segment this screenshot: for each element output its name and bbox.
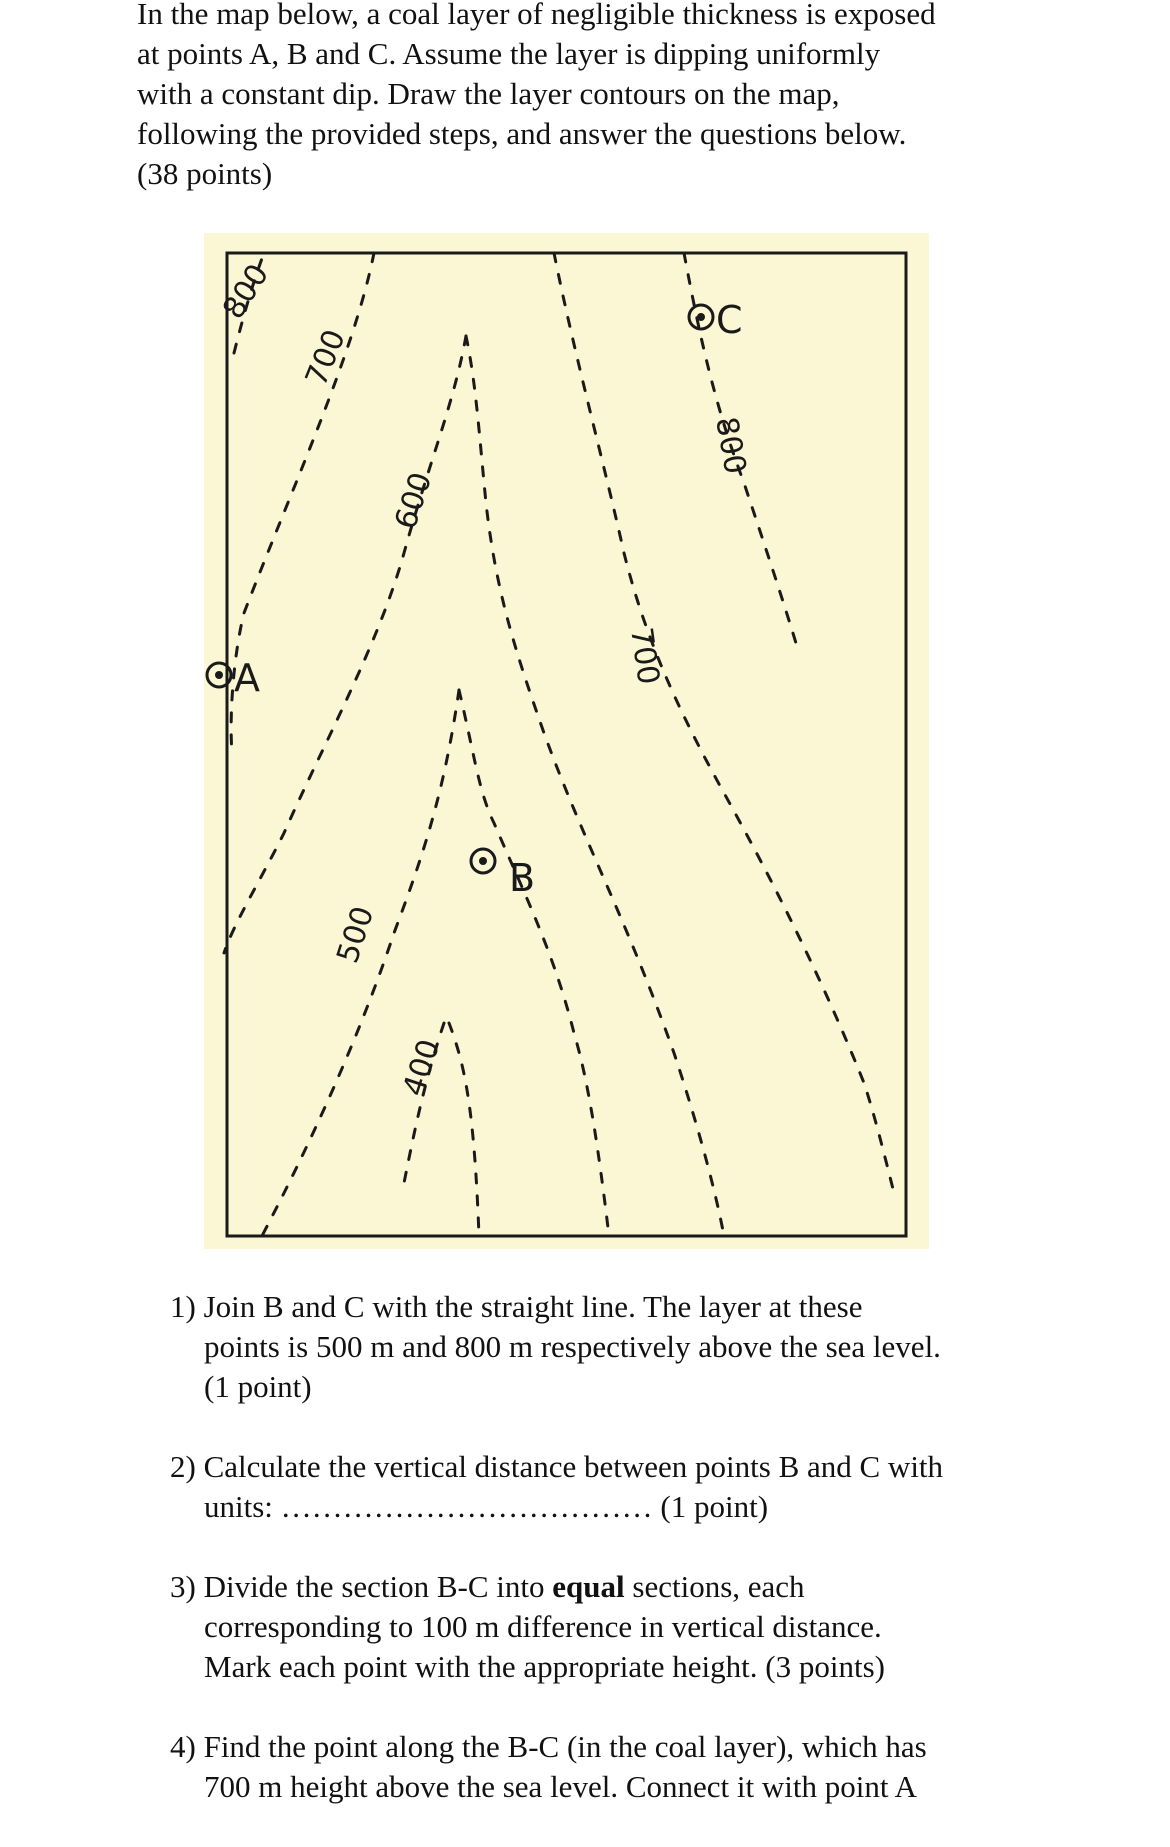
question-4-line-1: 4) Find the point along the B-C (in the coal layer), which has <box>170 1729 927 1764</box>
label-700-right: 700 <box>623 625 666 687</box>
questions-list <box>170 1287 1070 1847</box>
label-800-top-left: 800 <box>216 258 277 326</box>
question-3-line-1 <box>170 1567 1070 1607</box>
contour-600-right-branch <box>466 336 724 1236</box>
label-700-left: 700 <box>298 324 353 391</box>
label-500: 500 <box>330 902 382 968</box>
intro-line-2: at points A, B and C. Assume the layer is dipping uniformly <box>137 36 881 71</box>
point-b-label: B <box>509 856 536 900</box>
question-2-answer-line: units: ……………………………… (1 point) <box>204 1489 769 1524</box>
question-1 <box>170 1287 1070 1407</box>
intro-line-4: following the provided steps, and answer the questions below. <box>137 116 907 151</box>
intro-paragraph <box>137 0 1077 194</box>
question-2-line-1: 2) Calculate the vertical distance between points B and C with <box>170 1449 944 1484</box>
label-800-right: 800 <box>708 414 753 477</box>
contour-700-right <box>554 253 894 1193</box>
question-3 <box>170 1567 1070 1687</box>
question-1-points: (1 point) <box>204 1369 312 1404</box>
question-3-line-3: Mark each point with the appropriate height. (3 points) <box>204 1649 885 1684</box>
intro-line-3: with a constant dip. Draw the layer contours on the map, <box>137 76 840 111</box>
point-c-label: C <box>716 298 743 342</box>
contour-600-left-branch <box>224 336 466 953</box>
point-a-label: A <box>234 656 260 700</box>
question-3-emphasis: equal <box>552 1569 625 1604</box>
contour-500-right-branch <box>459 690 609 1236</box>
question-4 <box>170 1727 1070 1807</box>
question-1-line-1: 1) Join B and C with the straight line. The layer at these <box>170 1289 863 1324</box>
label-400: 400 <box>396 1035 448 1101</box>
question-3-line-1-start: 3) Divide the section B-C into <box>170 1569 553 1604</box>
question-3-line-2: corresponding to 100 m difference in vertical distance. <box>204 1609 882 1644</box>
point-b-marker <box>471 849 495 873</box>
label-600: 600 <box>388 468 440 534</box>
point-c-marker <box>689 305 713 329</box>
geologic-map <box>204 233 929 1249</box>
question-3-line-1-end: sections, each <box>624 1569 805 1604</box>
intro-line-1: In the map below, a coal layer of negligible thickness is exposed <box>137 0 936 31</box>
question-4-line-2: 700 m height above the sea level. Connect it with point A <box>204 1769 917 1804</box>
map-canvas <box>204 233 929 1249</box>
intro-points: (38 points) <box>137 156 273 191</box>
question-2 <box>170 1447 1070 1527</box>
question-1-line-2: points is 500 m and 800 m respectively above the sea level. <box>204 1329 941 1364</box>
